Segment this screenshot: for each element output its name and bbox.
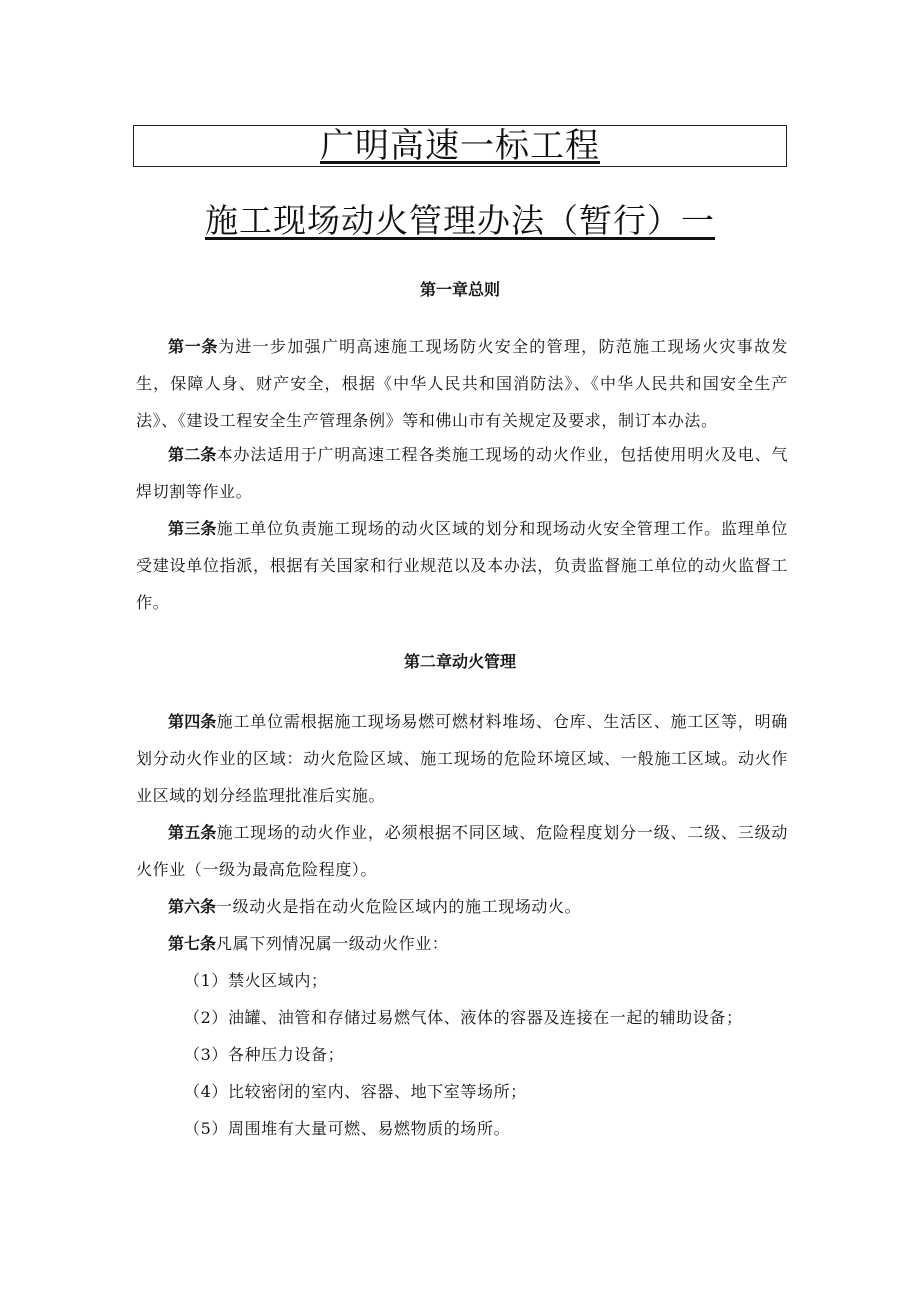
article-text: 为进一步加强广明高速施工现场防火安全的管理，防范施工现场火灾事故发生，保障人身、财产安全，根据《中华人民共和国消防法》、《中华人民共和国安全生产法》、《建设工程安全生产管理条例》等和佛山市有关规定及要求，制订本办法。: [136, 337, 788, 430]
article-label: 第一条: [168, 337, 219, 356]
article-label: 第五条: [168, 823, 217, 842]
document-subtitle: 施工现场动火管理办法（暂行）一: [205, 201, 715, 240]
article-4: [136, 703, 788, 814]
article-label: 第二条: [168, 445, 217, 464]
title-box: [133, 125, 787, 167]
article-label: 第七条: [168, 934, 217, 953]
article-text: 施工现场的动火作业，必须根据不同区域、危险程度划分一级、二级、三级动火作业（一级为最高危险程度）。: [136, 823, 788, 879]
document-title: 广明高速一标工程: [320, 126, 600, 166]
article-label: 第六条: [168, 897, 217, 916]
article-text: 本办法适用于广明高速工程各类施工现场的动火作业，包括使用明火及电、气焊切割等作业。: [136, 445, 788, 501]
article-2: [136, 436, 788, 510]
article-label: 第四条: [168, 712, 217, 731]
article-3: [136, 510, 788, 621]
article-text: 施工单位负责施工现场的动火区域的划分和现场动火安全管理工作。监理单位受建设单位指派，根据有关国家和行业规范以及本办法，负责监督施工单位的动火监督工作。: [136, 519, 788, 612]
article-6: [136, 888, 788, 925]
article-7: [136, 925, 788, 962]
article-text: 施工单位需根据施工现场易燃可燃材料堆场、仓库、生活区、施工区等，明确划分动火作业的区域：动火危险区域、施工现场的危险环境区域、一般施工区域。动火作业区域的划分经监理批准后实施。: [136, 712, 788, 805]
list-item: （3）各种压力设备；: [184, 1045, 345, 1064]
article-5: [136, 814, 788, 888]
article-text: 一级动火是指在动火危险区域内的施工现场动火。: [216, 897, 582, 916]
article-text: 凡属下列情况属一级动火作业：: [216, 934, 449, 953]
article-1: [136, 328, 788, 439]
list-item: （2）油罐、油管和存储过易燃气体、液体的容器及连接在一起的辅助设备；: [184, 1008, 743, 1027]
chapter-heading-2: 第二章动火管理: [403, 652, 516, 671]
list-item: （5）周围堆有大量可燃、易燃物质的场所。: [184, 1119, 511, 1138]
chapter-heading-1: 第一章总则: [419, 280, 500, 299]
list-item: （4）比较密闭的室内、容器、地下室等场所；: [184, 1082, 527, 1101]
list-item: （1）禁火区域内；: [184, 971, 328, 990]
article-label: 第三条: [168, 519, 217, 538]
